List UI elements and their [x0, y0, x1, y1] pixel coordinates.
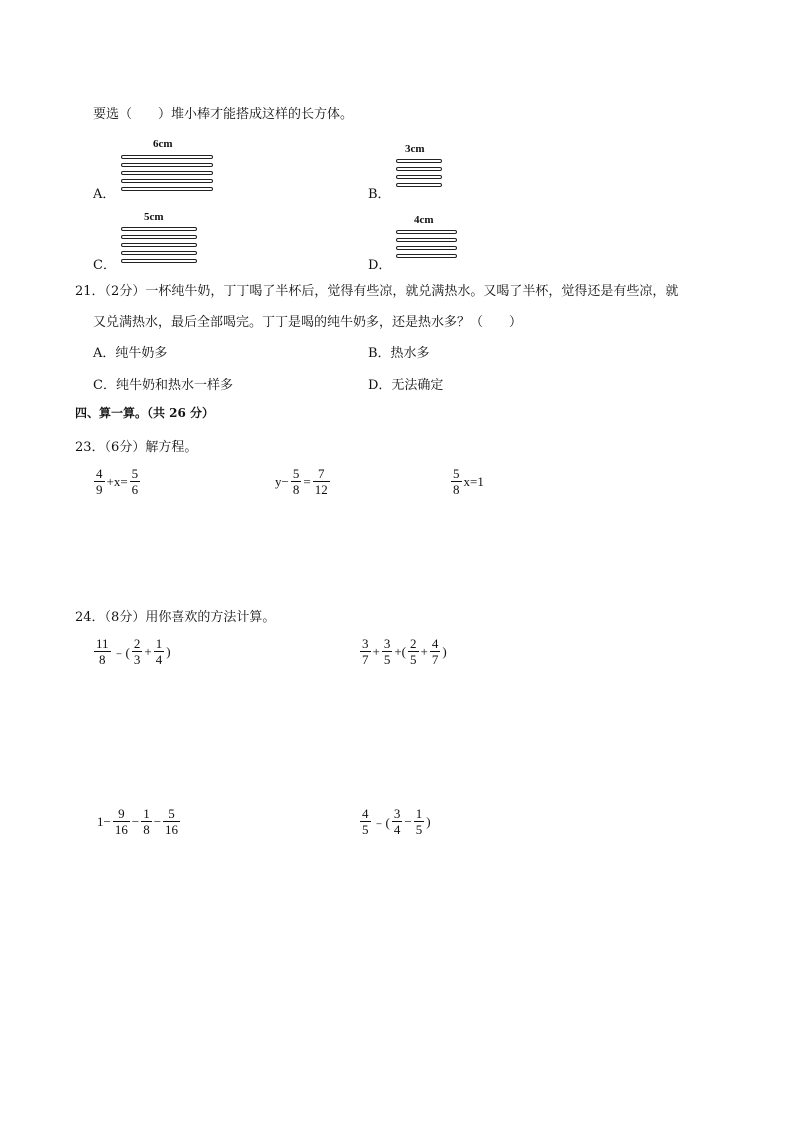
q21-stem-line2: 又兑满热水，最后全部喝完。丁丁是喝的纯牛奶多，还是热水多？（ ）	[93, 315, 523, 330]
q20-option-a-letter: A．	[93, 187, 116, 202]
q20-option-b-sticks	[396, 143, 442, 193]
stick	[396, 167, 442, 171]
q24-stem: 24．（8分）用你喜欢的方法计算。	[75, 610, 276, 625]
q23-stem: 23．（6分）解方程。	[75, 440, 198, 455]
fraction: $\frac{4}{7}$	[431, 636, 439, 667]
q20-option-d-letter: D．	[368, 258, 392, 273]
q24-expression-2: $\frac{3}{7}$ + $\frac{3}{5}$ +( $\frac{2}{5}$ + $\frac{4}{7}$ )	[362, 636, 447, 667]
fraction: $\frac{5}{6}$	[131, 466, 139, 497]
stick	[121, 235, 197, 239]
q21-option-c: C．纯牛奶和热水一样多	[93, 378, 233, 393]
stick	[396, 254, 457, 258]
stick	[396, 175, 442, 179]
fraction: $\frac{1}{4}$	[155, 636, 163, 667]
stick	[396, 183, 442, 187]
q20-option-c-sticks	[121, 211, 197, 265]
stick	[396, 238, 457, 242]
q23-equation-3: $\frac{5}{8}$ x=1	[453, 466, 484, 497]
stick	[121, 163, 213, 167]
fraction: $\frac{2}{3}$	[133, 636, 141, 667]
fraction: $\frac{2}{5}$	[410, 636, 417, 667]
fraction: $\frac{4}{5}$	[362, 806, 369, 837]
q21-option-a: A．纯牛奶多	[93, 346, 168, 361]
q20-option-b-length: 3cm	[405, 143, 425, 155]
q20-option-a-sticks	[121, 138, 213, 194]
q20-option-c-length: 5cm	[144, 211, 164, 223]
fraction: $\frac{1}{8}$	[143, 806, 150, 837]
q23-equation-2: y− $\frac{5}{8}$ = $\frac{7}{12}$	[275, 466, 328, 497]
stick	[396, 230, 457, 234]
stick	[121, 227, 197, 231]
fraction: $\frac{5}{8}$	[292, 466, 300, 497]
q24-expression-4: $\frac{4}{5}$ ﹣( $\frac{3}{4}$ − $\frac{1}{5}$ )	[362, 806, 431, 837]
fraction: $\frac{5}{8}$	[453, 466, 460, 497]
section-title: 四、算一算。（共 26 分）	[75, 406, 215, 420]
fraction: $\frac{7}{12}$	[314, 466, 328, 497]
stick	[121, 243, 197, 247]
q21-stem-line1: 21．（2分）一杯纯牛奶，丁丁喝了半杯后，觉得有些凉，就兑满热水。又喝了半杯，觉得还是有些凉，就	[75, 284, 679, 299]
stick	[121, 179, 213, 183]
fraction: $\frac{5}{16}$	[165, 806, 179, 837]
q21-option-b: B．热水多	[368, 346, 430, 361]
fraction: $\frac{11}{8}$	[96, 636, 109, 667]
stick	[121, 155, 213, 159]
q23-equation-1: $\frac{4}{9}$ +x= $\frac{5}{6}$	[96, 466, 139, 497]
q24-expression-3: 1− $\frac{9}{16}$ − $\frac{1}{8}$ − $\frac{5}{16}$	[97, 806, 179, 837]
q20-stem: 要选（ ）堆小棒才能搭成这样的长方体。	[93, 107, 354, 122]
fraction: $\frac{3}{4}$	[393, 806, 401, 837]
stick	[396, 159, 442, 163]
stick	[396, 246, 457, 250]
fraction: $\frac{3}{5}$	[383, 636, 391, 667]
q20-option-d-length: 4cm	[414, 214, 434, 226]
fraction: $\frac{9}{16}$	[114, 806, 128, 837]
q21-option-d: D．无法确定	[368, 378, 444, 393]
q20-option-a-length: 6cm	[153, 138, 173, 150]
q20-option-c-letter: C．	[93, 258, 116, 273]
q20-option-d-sticks	[396, 214, 457, 264]
stick	[121, 259, 197, 263]
fraction: $\frac{1}{5}$	[415, 806, 423, 837]
stick	[121, 251, 197, 255]
stick	[121, 171, 213, 175]
q24-expression-1: $\frac{11}{8}$ ﹣( $\frac{2}{3}$ + $\frac{1}{4}$ )	[96, 636, 171, 667]
stick	[121, 187, 213, 191]
fraction: $\frac{3}{7}$	[362, 636, 369, 667]
q20-option-b-letter: B．	[368, 187, 391, 202]
fraction: $\frac{4}{9}$	[96, 466, 103, 497]
